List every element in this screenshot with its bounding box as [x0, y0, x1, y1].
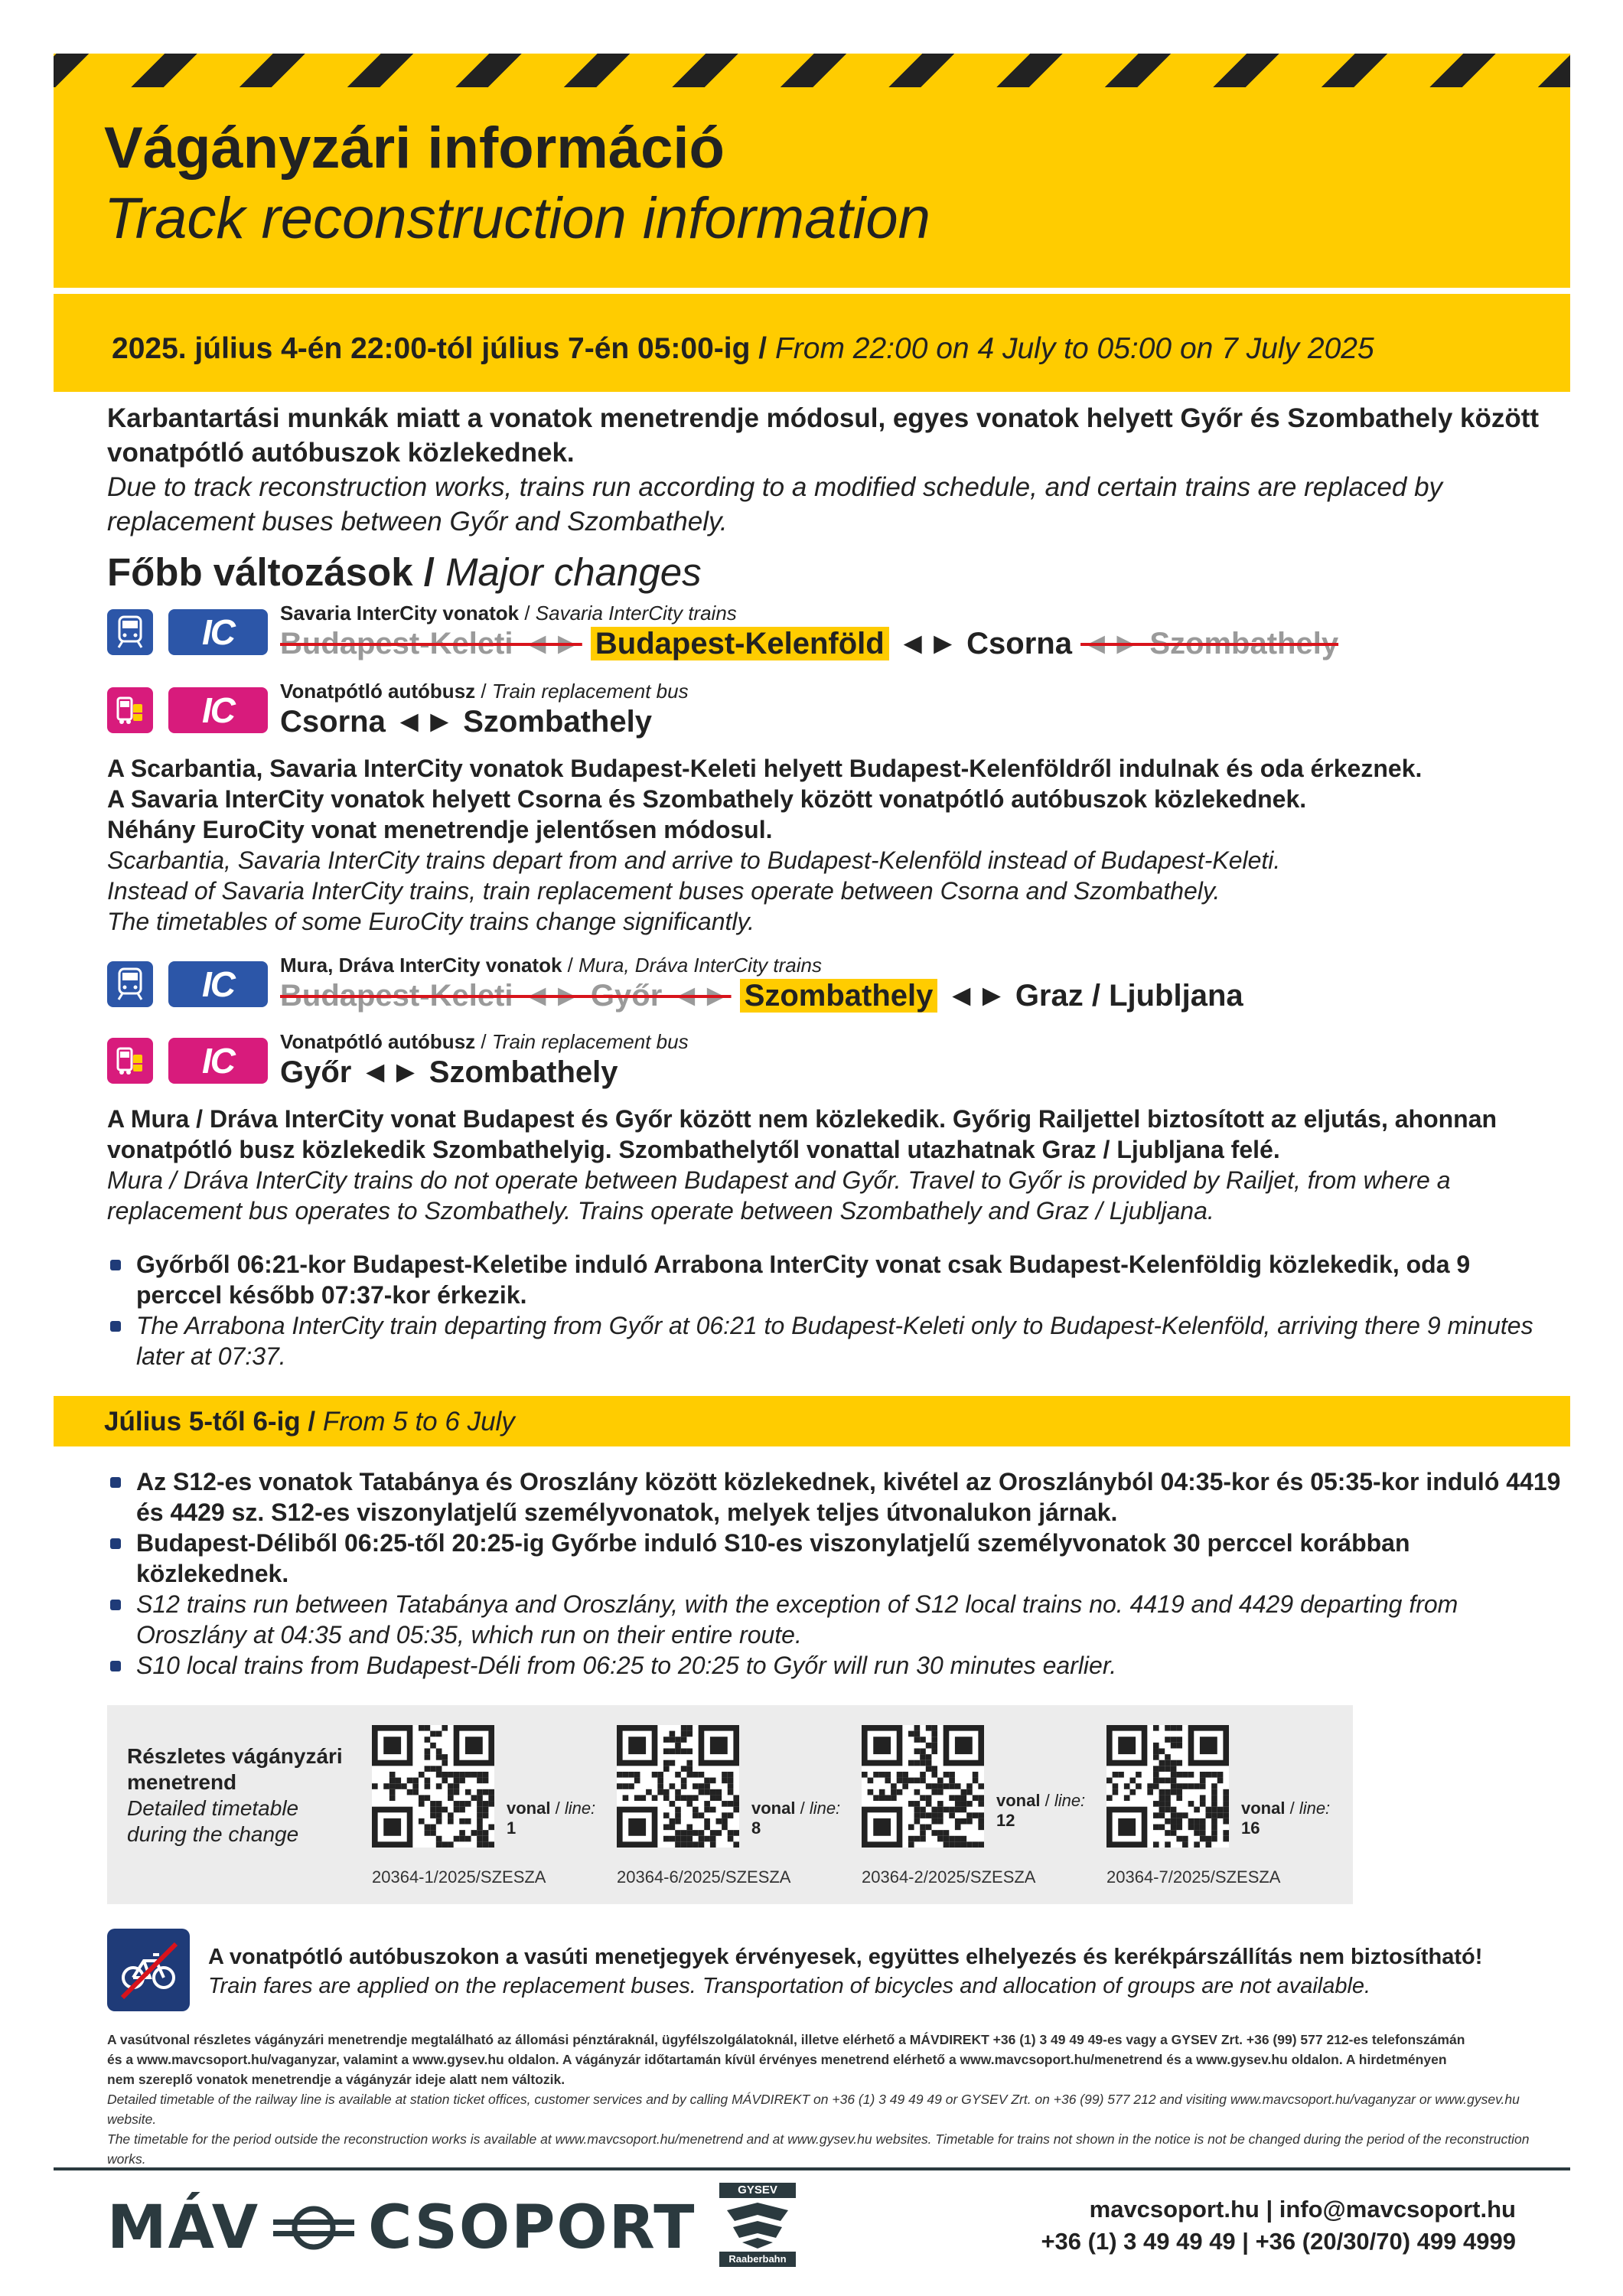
arrabona-en: The Arrabona InterCity train departing from Győr at 06:21 to Budapest-Keleti only to Budapest-Kelenföld, arriving there 9 minutes later at 07:37. — [107, 1310, 1561, 1371]
line-hu: vonal — [507, 1799, 551, 1818]
mura-train-label-hu: Mura, Dráva InterCity vonatok — [280, 954, 562, 977]
fine-print — [107, 2030, 1546, 2169]
savaria-p1: A Scarbantia, Savaria InterCity vonatok Budapest-Keleti helyett Budapest-Kelenföldről indulnak és oda érkeznek. — [107, 755, 1423, 782]
arrabona-notes — [107, 1249, 1561, 1371]
savaria-p3: Néhány EuroCity vonat menetrendje jelentősen módosul. — [107, 816, 773, 843]
major-changes-heading — [107, 550, 702, 595]
savaria-e1: Scarbantia, Savaria InterCity trains depart from and arrive to Budapest-Kelenföld instead of Budapest-Keleti. — [107, 846, 1281, 874]
savaria-description — [107, 753, 1561, 937]
savaria-train-label-en: Savaria InterCity trains — [535, 602, 737, 625]
line-sep: / — [1040, 1791, 1054, 1810]
title-block — [54, 87, 1570, 288]
savaria-train-label-hu: Savaria InterCity vonatok — [280, 602, 520, 625]
intercity-logo — [168, 687, 268, 733]
qr-item-line-16[interactable] — [1106, 1725, 1336, 1893]
intercity-logo — [168, 1038, 268, 1084]
line-number: 8 — [751, 1818, 761, 1838]
mura-route: Mura, Dráva InterCity vonatok / Mura, Dráva InterCity trains Budapest-Keleti ◄► Győr ◄► Szombathely ◄► Graz / Ljubljana — [280, 954, 1243, 1013]
july-en: From 5 to 6 July — [322, 1407, 515, 1437]
qr-item-line-12[interactable] — [862, 1725, 1091, 1893]
ic-label: IC — [202, 1041, 234, 1081]
gysev-label: GYSEV — [719, 2183, 796, 2198]
bike-hu: A vonatpótló autóbuszokon a vasúti menetjegyek érvényesek, együttes elhelyezés és kerékpárszállítás nem biztosítható! — [208, 1945, 1483, 1969]
bus-route: Csorna ◄► Szombathely — [280, 705, 652, 739]
qr-code-icon[interactable] — [372, 1725, 494, 1848]
mura-description — [107, 1104, 1561, 1226]
line-en: line: — [1299, 1799, 1331, 1818]
mura-e1: Mura / Dráva InterCity trains do not operate between Budapest and Győr. Travel to Győr is provided by Railjet, from where a replacement bus operates to Szombathely. Trains operate between Szombathely and Graz / Ljubljana. — [107, 1166, 1451, 1225]
timetable-label-hu-1: Részletes vágányzári — [127, 1744, 343, 1768]
savaria-e3: The timetables of some EuroCity trains change significantly. — [107, 908, 755, 935]
qr-item-line-1[interactable] — [372, 1725, 601, 1893]
mura-bus-route: Vonatpótló autóbusz / Train replacement bus Győr ◄► Szombathely — [280, 1030, 689, 1091]
fine-en-1: Detailed timetable of the railway line is available at station ticket offices, customer services and by calling MÁVDIREKT on +36 (1) 3 49 49 49 or GYSEV Zrt. on +36 (99) 577 212 and visiting www.mavcsoport.hu/vaganyzar or www.gysev.hu website. — [107, 2092, 1520, 2127]
bus-label-hu: Vonatpótló autóbusz — [280, 1030, 476, 1053]
cancelled-section: Budapest-Keleti ◄► — [280, 627, 582, 660]
mav-emblem — [272, 2205, 356, 2251]
mura-train-label-en: Mura, Dráva InterCity trains — [578, 954, 822, 977]
arrabona-hu: Győrből 06:21-kor Budapest-Keletibe induló Arrabona InterCity vonat csak Budapest-Kelenföldig közlekedik, oda 9 perccel később 07:37-kor érkezik. — [107, 1249, 1561, 1310]
july-b2: Budapest-Déliből 06:25-től 20:25-ig Győrbe induló S10-es viszonylatjelű személyvonatok 30 perccel korábban közlekednek. — [107, 1528, 1561, 1589]
intercity-logo — [168, 961, 268, 1007]
line-sep: / — [795, 1799, 810, 1818]
qr-reference: 20364-6/2025/SZESZA — [617, 1867, 791, 1887]
major-hu: Főbb változások — [107, 550, 413, 594]
bus-route: Győr ◄► Szombathely — [280, 1055, 618, 1089]
mura-p1: A Mura / Dráva InterCity vonat Budapest és Győr között nem közlekedik. Győrig Railjettel biztosított az eljutás, ahonnan vonatpótló busz közlekedik Szombathelyig. Szombathelytől vonattal utazhatnak Graz / Ljubljana felé. — [107, 1105, 1498, 1163]
line-en: line: — [809, 1799, 841, 1818]
intercity-logo — [168, 609, 268, 655]
july-separator: / — [300, 1407, 323, 1437]
bus-label-en: Train replacement bus — [491, 1030, 689, 1053]
bus-label-en: Train replacement bus — [491, 680, 689, 703]
train-icon — [107, 961, 153, 1007]
fine-en-2: The timetable for the period outside the reconstruction works is available at www.mavcsoport.hu/menetrend and at www.gysev.hu websites. Timetable for trains not shown in the notice is not be changed during the period of the reconstruction works. — [107, 2131, 1530, 2167]
raaberbahn-label: Raaberbahn — [719, 2252, 796, 2267]
line-hu: vonal — [996, 1791, 1041, 1810]
savaria-p2: A Savaria InterCity vonatok helyett Csorna és Szombathely között vonatpótló autóbuszok közlekednek. — [107, 785, 1307, 813]
qr-line-label — [507, 1799, 595, 1838]
savaria-e2: Instead of Savaria InterCity trains, train replacement buses operate between Csorna and Szombathely. — [107, 877, 1221, 905]
new-terminus: Szombathely — [740, 979, 938, 1013]
qr-line-label — [1241, 1799, 1330, 1838]
bus-icon — [107, 1038, 153, 1084]
ic-label: IC — [202, 612, 234, 652]
page-title: Vágányzári információ — [104, 116, 725, 181]
contact-info — [1041, 2193, 1516, 2258]
line-sep: / — [1285, 1799, 1299, 1818]
qr-code-icon[interactable] — [1106, 1725, 1229, 1848]
page-title-en: Track reconstruction information — [104, 186, 930, 251]
logo-left: MÁV — [107, 2193, 260, 2262]
line-en: line: — [564, 1799, 596, 1818]
cancelled-section-2: ◄► Szombathely — [1080, 627, 1339, 660]
logo-right: CSOPORT — [368, 2193, 696, 2262]
bike-notice-text — [208, 1942, 1482, 2001]
major-separator: / — [412, 550, 446, 594]
bus-icon — [107, 687, 153, 733]
line-hu: vonal — [751, 1799, 796, 1818]
route-middle: ◄► Csorna — [888, 627, 1081, 660]
date-en: From 22:00 on 4 July to 05:00 on 7 July 2025 — [774, 332, 1374, 365]
date-band — [54, 294, 1570, 392]
savaria-bus-route: Vonatpótló autóbusz / Train replacement bus Csorna ◄► Szombathely — [280, 680, 689, 741]
cancelled-section: Budapest-Keleti ◄► Győr ◄► — [280, 979, 732, 1013]
line-number: 16 — [1241, 1818, 1260, 1838]
timetable-label-en-2: during the change — [127, 1822, 299, 1846]
major-en: Major changes — [445, 550, 702, 594]
ic-label: IC — [202, 964, 234, 1004]
contact-web-email[interactable]: mavcsoport.hu | info@mavcsoport.hu — [1089, 2196, 1516, 2223]
mav-logo-icon — [107, 2195, 696, 2261]
line-hu: vonal — [1241, 1799, 1286, 1818]
intro-text — [107, 401, 1546, 539]
intro-hu: Karbantartási munkák miatt a vonatok menetrendje módosul, egyes vonatok helyett Győr és Szombathely között vonatpótló autóbuszok közlekednek. — [107, 403, 1540, 468]
timetable-label-en-1: Detailed timetable — [127, 1796, 299, 1820]
qr-reference: 20364-1/2025/SZESZA — [372, 1867, 546, 1887]
savaria-route: Savaria InterCity vonatok / Savaria InterCity trains Budapest-Keleti ◄► Budapest-Kelenföld ◄► Csorna ◄► Szombathely — [280, 602, 1339, 660]
qr-code-icon[interactable] — [862, 1725, 984, 1848]
footer-divider — [54, 2167, 1570, 2170]
fine-hu-3: nem szereplő vonatok menetrendje a vágányzár ideje alatt nem változik. — [107, 2072, 565, 2087]
qr-line-label — [751, 1799, 840, 1838]
july-b1: Az S12-es vonatok Tatabánya és Oroszlány között közlekednek, kivétel az Oroszlányból 04:35-kor és 05:35-kor induló 4419 és 4429 sz. S12-es viszonylatjelű személyvonatok, melyek teljes útvonalukon járnak. — [107, 1466, 1561, 1528]
qr-code-icon[interactable] — [617, 1725, 739, 1848]
july-b3: S12 trains run between Tatabánya and Oroszlány, with the exception of S12 local trains no. 4419 and 4429 departing from Oroszlány at 04:35 and 05:35, which run on their entire route. — [107, 1589, 1561, 1650]
intro-en: Due to track reconstruction works, trains run according to a modified schedule, and certain trains are replaced by replacement buses between Győr and Szombathely. — [107, 472, 1443, 536]
contact-phones[interactable]: +36 (1) 3 49 49 49 | +36 (20/30/70) 499 4999 — [1041, 2228, 1516, 2255]
new-terminus: Budapest-Kelenföld — [591, 627, 889, 660]
bike-en: Train fares are applied on the replacement buses. Transportation of bicycles and allocation of groups are not available. — [208, 1974, 1371, 1998]
ic-label: IC — [202, 690, 234, 730]
line-number: 12 — [996, 1811, 1015, 1830]
timetable-label-hu-2: menetrend — [127, 1770, 237, 1794]
line-number: 1 — [507, 1818, 517, 1838]
qr-reference: 20364-2/2025/SZESZA — [862, 1867, 1036, 1887]
gysev-logo-icon — [719, 2183, 796, 2267]
timetable-label — [127, 1743, 372, 1848]
line-sep: / — [550, 1799, 565, 1818]
hazard-stripe — [54, 54, 1570, 87]
timetable-qr-box — [107, 1705, 1353, 1904]
date-hu: 2025. július 4-én 22:00-tól július 7-én 05:00-ig — [112, 332, 751, 365]
july-b4: S10 local trains from Budapest-Déli from 06:25 to 20:25 to Győr will run 30 minutes earlier. — [107, 1650, 1561, 1681]
bike-notice — [107, 1929, 1561, 2013]
no-bike-icon — [107, 1929, 190, 2011]
qr-line-label — [996, 1791, 1085, 1831]
line-en: line: — [1054, 1791, 1086, 1810]
date-separator: / — [750, 332, 775, 365]
july-notes — [107, 1466, 1561, 1681]
july-hu: Július 5-től 6-ig — [104, 1407, 301, 1437]
qr-item-line-8[interactable] — [617, 1725, 846, 1893]
bus-label-hu: Vonatpótló autóbusz — [280, 680, 476, 703]
route-end: ◄► Graz / Ljubljana — [937, 979, 1243, 1013]
train-icon — [107, 609, 153, 655]
fine-hu-1: A vasútvonal részletes vágányzári menetrendje megtalálható az állomási pénztáraknál, ügyfélszolgálatoknál, illetve elérhető a MÁVDIREKT +36 (1) 3 49 49 49-es vagy a GYSEV Zrt. +36 (99) 577 212-es telefonszámán — [107, 2032, 1465, 2047]
july-band — [54, 1396, 1570, 1446]
qr-reference: 20364-7/2025/SZESZA — [1106, 1867, 1281, 1887]
fine-hu-2: és a www.mavcsoport.hu/vaganyzar, valamint a www.gysev.hu oldalon. A vágányzár időtartamán kívül érvényes menetrend elérhető a www.mavcsoport.hu/menetrend és a www.gysev.hu oldalon. A hirdetményen — [107, 2052, 1447, 2067]
